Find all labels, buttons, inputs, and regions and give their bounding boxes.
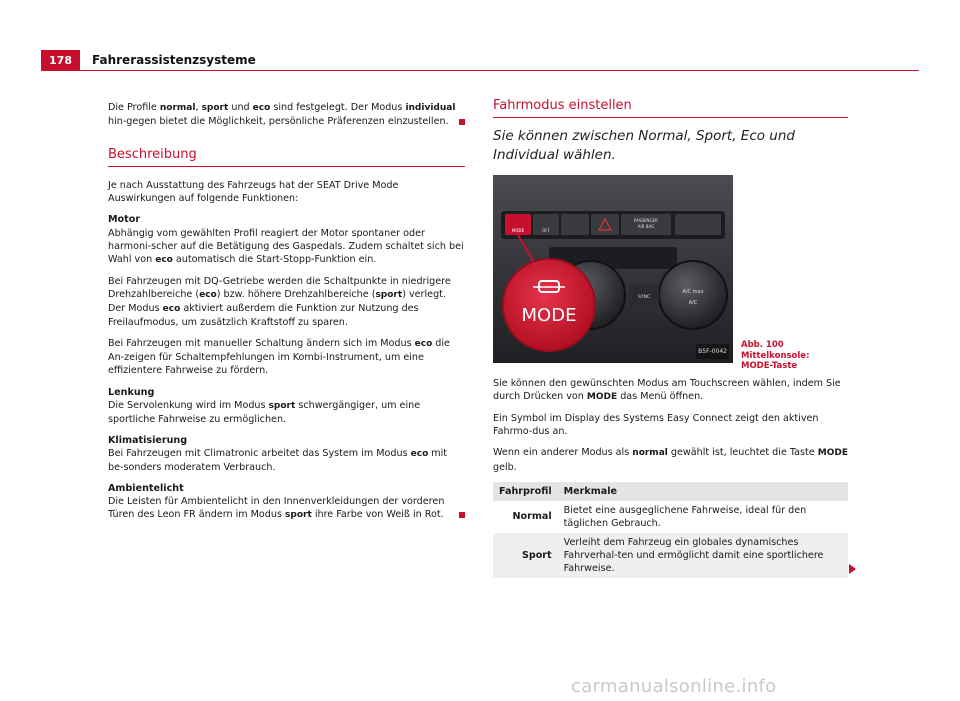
table-row [493, 501, 848, 533]
sync-label: SYNC [637, 295, 651, 301]
section-end-mark [459, 119, 465, 125]
features-cell: Verleiht dem Fahrzeug ein globales dynamisches Fahrverhal-ten und ermöglicht damit eine sportlichere Fahrweise. [558, 533, 848, 578]
figure-center-console [493, 175, 848, 372]
ambient-title: Ambientelicht [108, 483, 184, 495]
features-cell: Bietet eine ausgeglichene Fahrweise, ideal für den täglichen Gebrauch. [563, 504, 807, 529]
right-column [493, 99, 848, 578]
climate-paragraph: Klimatisierung Bei Fahrzeugen mit Climatronic arbeitet das System im Modus eco mit be-sonders moderatem Verbrauch. [108, 434, 448, 473]
climate-title: Klimatisierung [108, 434, 188, 446]
passenger-label: PASSENGER [634, 218, 658, 224]
ac-label: A/C [688, 300, 698, 307]
profile-cell: Normal [512, 511, 552, 523]
section-end-mark [459, 512, 465, 518]
console-photo [493, 175, 733, 363]
dq-paragraph: Bei Fahrzeugen mit DQ-Getriebe werden die Schaltpunkte in niedrigere Drehzahlbereiche (eco) bzw. höhere Drehzahlbereiche (sport) verlegt. Der Modus eco aktiviert außerdem die Funktion zur Nutzung des Freilaufmodus, um zusätzlich Kraftstoff zu sparen. [108, 275, 451, 329]
watermark: carmanualsonline.info [571, 676, 777, 697]
motor-paragraph: Motor Abhängig vom gewählten Profil reagiert der Motor spontaner oder harmoni-scher auf die Betätigung des Gaspedals. Zudem schaltet sich bei Wahl von eco automatisch die Start-Stopp-Funktion ein. [108, 214, 464, 265]
profiles-table [493, 482, 848, 578]
mode-light-paragraph: Wenn ein anderer Modus als normal gewählt ist, leuchtet die Taste MODE gelb. [493, 447, 848, 473]
steering-paragraph: Lenkung Die Servolenkung wird im Modus sport schwergängiger, um eine sportliche Fahrweise zu ermöglichen. [108, 386, 421, 425]
touchscreen-paragraph: Sie können den gewünschten Modus am Touchscreen wählen, indem Sie durch Drücken von MODE das Menü öffnen. [493, 378, 841, 403]
profile-cell: Sport [493, 533, 558, 578]
description-paragraph: Je nach Ausstattung des Fahrzeugs hat der SEAT Drive Mode Auswirkungen auf folgende Funktionen: [108, 180, 399, 205]
heading-description: Beschreibung [108, 148, 465, 167]
mode-zoom-label: MODE [521, 305, 577, 327]
continue-arrow-icon [849, 564, 856, 574]
left-column [108, 101, 465, 530]
table-header-features: Merkmale [558, 482, 848, 501]
chapter-title: Fahrerassistenzsysteme [92, 53, 256, 67]
easy-connect-paragraph: Ein Symbol im Display des Systems Easy Connect zeigt den aktiven Fahrmo-dus an. [493, 413, 819, 438]
page-number: 178 [41, 50, 80, 70]
figure-caption: Abb. 100 Mittelkonsole: MODE-Taste [741, 340, 810, 372]
ambient-paragraph: Ambientelicht Die Leisten für Ambientelicht in den Innenverkleidungen der vorderen Türen des Leon FR ändern im Modus sport ihre Farbe von Weiß in Rot. [108, 482, 465, 522]
intro-paragraph: Die Profile normal, sport und eco sind festgelegt. Der Modus individual hin-gegen bietet die Möglichkeit, persönliche Präferenzen einzustellen. [108, 101, 465, 128]
manual-paragraph: Bei Fahrzeugen mit manueller Schaltung ändern sich im Modus eco die An-zeigen für Schaltempfehlungen im Kombi-Instrument, um eine effizientere Fahrweise zu fördern. [108, 338, 450, 377]
motor-title: Motor [108, 214, 141, 226]
header-divider [41, 70, 919, 71]
console-illustration [493, 175, 733, 363]
subtitle: Sie können zwischen Normal, Sport, Eco und Individual wählen. [493, 128, 795, 164]
table-row [493, 533, 848, 578]
mode-key-label: MODE [511, 228, 525, 234]
steering-title: Lenkung [108, 386, 155, 398]
heading-driving-mode: Fahrmodus einstellen [493, 99, 848, 118]
off-key-label: OFF [542, 228, 550, 234]
table-header-profile: Fahrprofil [493, 482, 558, 501]
ac-max-label: A/C max [682, 289, 704, 296]
airbag-label: AIR BAG [637, 224, 655, 230]
figure-code: B5F-0042 [696, 344, 729, 359]
